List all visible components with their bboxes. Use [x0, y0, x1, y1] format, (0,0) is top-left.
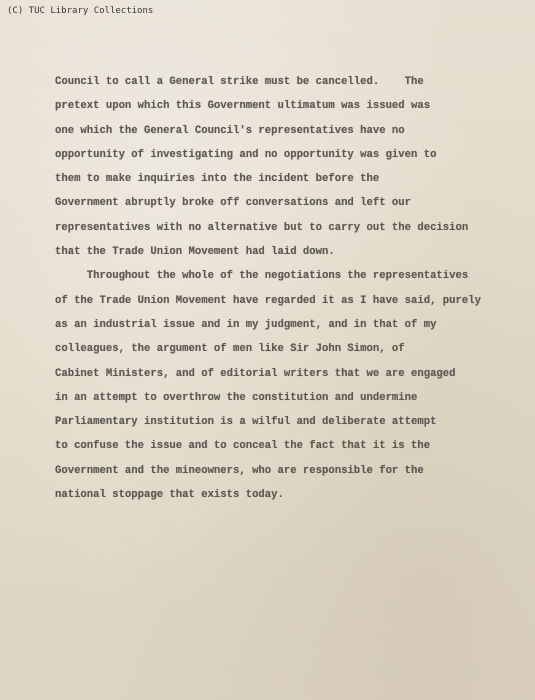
text-line: Cabinet Ministers, and of editorial writers that we are engaged: [55, 367, 456, 380]
text-line: them to make inquiries into the incident before the: [55, 173, 380, 186]
text-line: Government abruptly broke off conversations and left our: [55, 197, 412, 210]
copyright-watermark: (C) TUC Library Collections: [7, 6, 154, 16]
text-line: Throughout the whole of the negotiations the representatives: [55, 270, 469, 283]
text-line: in an attempt to overthrow the constitution and undermine: [55, 391, 418, 404]
text-line: opportunity of investigating and no opportunity was given to: [55, 148, 437, 161]
text-line: Parliamentary institution is a wilful and deliberate attempt: [55, 416, 437, 429]
text-line: that the Trade Union Movement had laid down.: [55, 246, 335, 259]
text-line: Council to call a General strike must be cancelled. The: [55, 76, 424, 88]
text-line: of the Trade Union Movement have regarded it as I have said, purely: [55, 294, 481, 307]
text-line: one which the General Council's representatives have no: [55, 124, 405, 137]
typewritten-text: [55, 74, 535, 511]
text-line: as an industrial issue and in my judgment, and in that of my: [55, 318, 437, 331]
text-line: to confuse the issue and to conceal the fact that it is the: [55, 440, 431, 453]
text-line: pretext upon which this Government ultimatum was issued was: [55, 100, 431, 113]
text-line: national stoppage that exists today.: [55, 489, 284, 502]
text-line: representatives with no alternative but to carry out the decision: [55, 221, 469, 234]
text-line: colleagues, the argument of men like Sir John Simon, of: [55, 343, 405, 356]
text-line: Government and the mineowners, who are responsible for the: [55, 464, 424, 477]
